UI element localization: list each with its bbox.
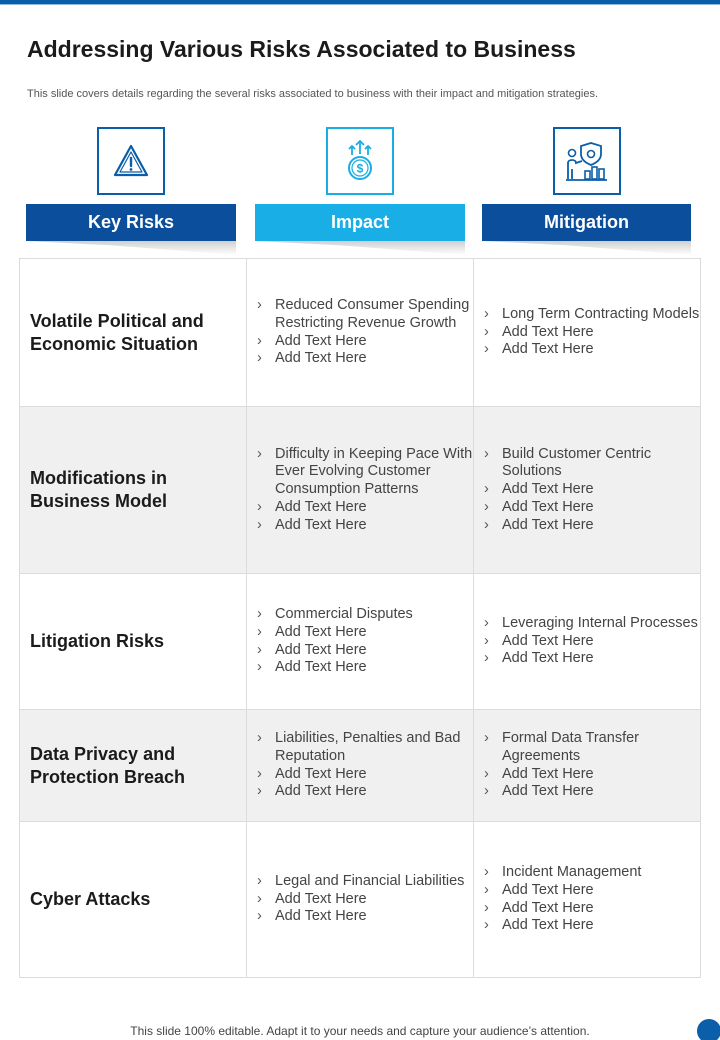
list-item: › Add Text Here [484,633,700,651]
list-item: › Add Text Here [257,499,473,517]
risk-table [19,258,701,978]
list-item: › Add Text Here [257,783,473,801]
mitigation-cell [474,259,700,406]
impact-cell [247,574,474,709]
risk-cell [20,822,247,977]
list-item: › Leveraging Internal Processes [484,615,700,633]
risk-name: Litigation Risks [30,631,165,651]
risk-cell [20,710,247,821]
person-chart-shield-icon [553,127,621,195]
list-item: › Add Text Here [257,517,473,535]
header-shadow [482,241,691,255]
list-item: › Add Text Here [484,481,700,499]
table-row [20,259,700,407]
list-item: › Legal and Financial Liabilities [257,873,473,891]
impact-cell [247,822,474,977]
mitigation-list [484,730,700,801]
list-item: › Add Text Here [484,882,700,900]
list-item: › Long Term Contracting Models [484,306,700,324]
list-item: › Reduced Consumer Spending Restricting Revenue Growth [257,297,473,333]
impact-list [257,873,473,926]
mitigation-cell [474,710,700,821]
svg-text:$: $ [356,161,364,176]
risk-name: Cyber Attacks [30,889,151,909]
list-item: › Formal Data Transfer Agreements [484,730,700,766]
warning-icon [97,127,165,195]
table-row [20,574,700,710]
header-shadow [255,241,465,255]
mitigation-cell [474,407,700,573]
list-item: › Add Text Here [257,659,473,677]
impact-cell [247,407,474,573]
list-item: › Build Customer Centric Solutions [484,446,700,482]
list-item: › Add Text Here [484,341,700,359]
impact-list [257,606,473,677]
risk-cell [20,259,247,406]
risk-cell [20,407,247,573]
risk-cell [20,574,247,709]
list-item: › Add Text Here [484,324,700,342]
table-row [20,822,700,977]
list-item: › Add Text Here [257,908,473,926]
list-item: › Add Text Here [484,650,700,668]
impact-list [257,297,473,368]
risk-name: Volatile Political and Economic Situation [30,310,204,354]
impact-cell [247,259,474,406]
list-item: › Add Text Here [257,766,473,784]
header-impact: Impact [255,204,465,241]
mitigation-list [484,864,700,935]
list-item: › Add Text Here [257,350,473,368]
top-accent-line [0,4,720,5]
impact-list [257,446,473,535]
table-row [20,407,700,574]
header-mitigation: Mitigation [482,204,691,241]
list-item: › Add Text Here [484,499,700,517]
page-title: Addressing Various Risks Associated to Business [27,36,576,62]
list-item: › Add Text Here [257,333,473,351]
mitigation-list [484,446,700,535]
header-shadow [26,241,236,255]
footer-note: This slide 100% editable. Adapt it to your needs and capture your audience’s attention. [130,1024,590,1038]
list-item: › Add Text Here [257,642,473,660]
list-item: › Incident Management [484,864,700,882]
impact-list [257,730,473,801]
list-item: › Add Text Here [484,783,700,801]
header-key-risks: Key Risks [26,204,236,241]
table-row [20,710,700,822]
list-item: › Add Text Here [257,891,473,909]
list-item: › Add Text Here [484,766,700,784]
list-item: › Add Text Here [257,624,473,642]
mitigation-list [484,615,700,668]
mitigation-list [484,306,700,359]
money-growth-icon [326,127,394,195]
corner-dot [697,1019,720,1040]
list-item: › Liabilities, Penalties and Bad Reputation [257,730,473,766]
risk-name: Data Privacy and Protection Breach [30,743,186,787]
page-subtitle: This slide covers details regarding the several risks associated to business with their impact and mitigation strategies. [27,88,599,100]
impact-cell [247,710,474,821]
list-item: › Difficulty in Keeping Pace With Ever Evolving Customer Consumption Patterns [257,446,473,499]
mitigation-cell [474,822,700,977]
list-item: › Add Text Here [484,917,700,935]
risk-name: Modifications in Business Model [30,468,168,511]
mitigation-cell [474,574,700,709]
list-item: › Add Text Here [484,900,700,918]
list-item: › Commercial Disputes [257,606,473,624]
list-item: › Add Text Here [484,517,700,535]
